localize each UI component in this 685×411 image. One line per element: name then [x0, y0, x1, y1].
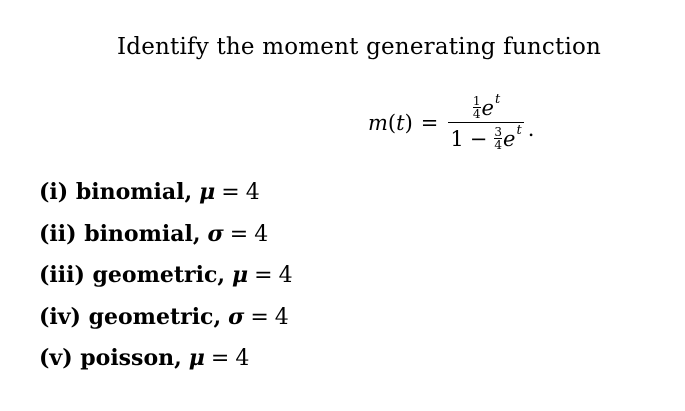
item-symbol: μ [199, 179, 216, 205]
item-label: (v) poisson, [39, 345, 182, 371]
item-relation: = [250, 304, 269, 330]
coef-numerator: 1 [472, 94, 481, 108]
coef-denominator: 4 [494, 138, 503, 152]
exp-base: e [503, 126, 516, 151]
exp-power: t [494, 92, 501, 107]
item-value: 4 [235, 346, 250, 371]
item-symbol: μ [232, 262, 249, 288]
distribution-options-list [39, 172, 293, 380]
formula-period: . [527, 117, 535, 141]
item-label: (iii) geometric, [39, 262, 226, 288]
numerator-coefficient [473, 95, 481, 120]
function-name: m [368, 111, 388, 135]
item-relation: = [221, 180, 240, 205]
item-relation: = [229, 221, 249, 247]
item-symbol: σ [228, 303, 245, 330]
item-value: 4 [278, 263, 293, 288]
item-value: 4 [274, 304, 289, 330]
fraction-numerator [470, 92, 502, 122]
problem-title: Identify the moment generating function [117, 34, 602, 60]
item-symbol: μ [188, 345, 205, 371]
coef-denominator: 4 [472, 107, 481, 121]
list-item [39, 214, 293, 256]
item-label: (iv) geometric, [39, 303, 222, 330]
mgf-formula [368, 88, 534, 158]
list-item [39, 255, 293, 297]
item-value: 4 [254, 221, 269, 247]
list-item [39, 338, 293, 380]
list-item [39, 172, 293, 214]
item-relation: = [210, 346, 230, 371]
fraction-denominator [448, 123, 523, 151]
item-value: 4 [245, 180, 260, 205]
list-item [39, 297, 293, 339]
exp-base: e [481, 95, 494, 120]
item-relation: = [254, 263, 273, 288]
den-one: 1 [450, 126, 464, 151]
item-symbol: σ [207, 220, 224, 247]
function-variable: t [396, 111, 405, 135]
item-label: (i) binomial, [39, 179, 193, 205]
formula-lhs: m(t) [368, 111, 413, 135]
coef-numerator: 3 [494, 125, 503, 139]
main-fraction [448, 92, 523, 152]
denominator-coefficient [494, 126, 502, 151]
minus-sign: − [469, 126, 488, 151]
equals-sign: = [420, 111, 439, 135]
item-label: (ii) binomial, [39, 220, 201, 247]
exp-power: t [516, 123, 522, 138]
